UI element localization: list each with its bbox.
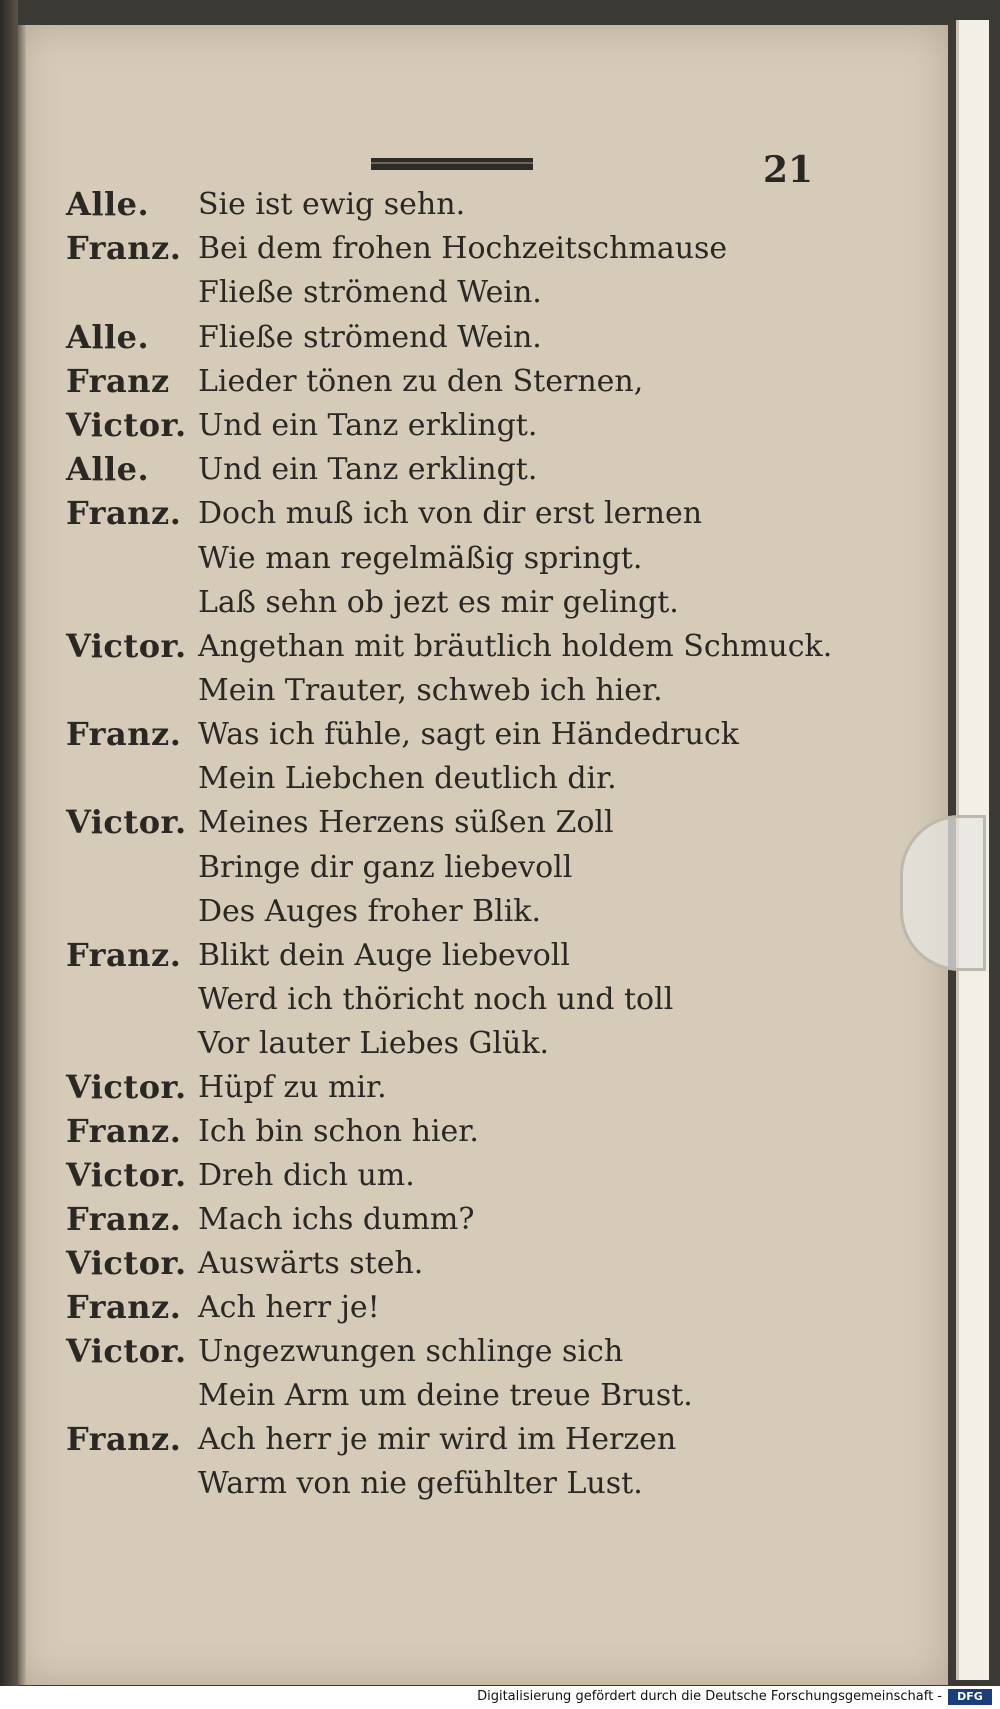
verse-text: Fließe strömend Wein. — [198, 320, 542, 355]
verse-text: Ich bin schon hier. — [198, 1114, 479, 1149]
verse-text: Fließe strömend Wein. — [198, 275, 542, 310]
verse-line — [18, 803, 948, 843]
verse-text: Sie ist ewig sehn. — [198, 187, 466, 222]
speaker-name: Victor. — [66, 627, 187, 665]
verse-text: Des Auges froher Blik. — [198, 894, 542, 929]
verse-text: Mein Arm um deine treue Brust. — [198, 1378, 693, 1413]
verse-line — [18, 715, 948, 755]
verse-line — [18, 539, 948, 579]
verse-line — [18, 494, 948, 534]
verse-text: Mein Trauter, schweb ich hier. — [198, 673, 663, 708]
verse-text: Doch muß ich von dir erst lernen — [198, 496, 703, 531]
speaker-name: Franz. — [66, 1112, 182, 1150]
dfg-logo: DFG — [948, 1689, 992, 1705]
verse-text: Bringe dir ganz liebevoll — [198, 850, 573, 885]
verse-text: Laß sehn ob jezt es mir gelingt. — [198, 585, 679, 620]
verse-line — [18, 1420, 948, 1460]
verse-text: Werd ich thöricht noch und toll — [198, 982, 674, 1017]
verse-text: Ungezwungen schlinge sich — [198, 1334, 624, 1369]
footer-bar — [0, 1686, 1000, 1709]
verse-line — [18, 848, 948, 888]
verse-line — [18, 583, 948, 623]
speaker-name: Franz. — [66, 494, 182, 532]
speaker-name: Alle. — [66, 185, 150, 223]
verse-text: Hüpf zu mir. — [198, 1070, 387, 1105]
verse-text: Wie man regelmäßig springt. — [198, 541, 643, 576]
speaker-name: Alle. — [66, 450, 150, 488]
verse-text: Und ein Tanz erklingt. — [198, 408, 538, 443]
page-number: 21 — [763, 149, 814, 191]
verse-line — [18, 1200, 948, 1240]
verse-line — [18, 759, 948, 799]
verse-line — [18, 892, 948, 932]
verse-line — [18, 671, 948, 711]
speaker-name: Alle. — [66, 318, 150, 356]
page-clip — [900, 815, 986, 971]
verse-line — [18, 229, 948, 269]
verse-line — [18, 980, 948, 1020]
verse-line — [18, 1024, 948, 1064]
verse-line — [18, 318, 948, 358]
verse-line — [18, 1332, 948, 1372]
speaker-name: Victor. — [66, 803, 187, 841]
header-rule — [371, 158, 533, 170]
speaker-name: Franz. — [66, 715, 182, 753]
speaker-name: Franz. — [66, 1420, 182, 1458]
verse-line — [18, 1464, 948, 1504]
verse-text: Ach herr je mir wird im Herzen — [198, 1422, 677, 1457]
speaker-name: Franz. — [66, 1288, 182, 1326]
verse-text: Ach herr je! — [198, 1290, 380, 1325]
verse-text: Auswärts steh. — [198, 1246, 424, 1281]
verse-line — [18, 362, 948, 402]
speaker-name: Franz. — [66, 1200, 182, 1238]
verse-text: Mein Liebchen deutlich dir. — [198, 761, 617, 796]
speaker-name: Franz. — [66, 936, 182, 974]
speaker-name: Victor. — [66, 1068, 187, 1106]
verse-text: Dreh dich um. — [198, 1158, 415, 1193]
verse-line — [18, 273, 948, 313]
verse-text: Mach ichs dumm? — [198, 1202, 475, 1237]
verse-line — [18, 1068, 948, 1108]
footer-credit: Digitalisierung gefördert durch die Deutsche Forschungsgemeinschaft - — [477, 1689, 942, 1704]
verse-line — [18, 936, 948, 976]
verse-line — [18, 1288, 948, 1328]
verse-text: Bei dem frohen Hochzeitschmause — [198, 231, 728, 266]
verse-text: Warm von nie gefühlter Lust. — [198, 1466, 643, 1501]
verse-line — [18, 627, 948, 667]
verse-line — [18, 450, 948, 490]
speaker-name: Victor. — [66, 406, 187, 444]
verse-line — [18, 1112, 948, 1152]
speaker-name: Victor. — [66, 1156, 187, 1194]
verse-line — [18, 406, 948, 446]
verse-line — [18, 1156, 948, 1196]
verse-text: Was ich fühle, sagt ein Händedruck — [198, 717, 739, 752]
speaker-name: Franz — [66, 362, 170, 400]
verse-line — [18, 1376, 948, 1416]
verse-text: Blikt dein Auge liebevoll — [198, 938, 570, 973]
verse-text: Angethan mit bräutlich holdem Schmuck. — [198, 629, 833, 664]
verse-line — [18, 185, 948, 225]
verse-line — [18, 1244, 948, 1284]
verse-text: Vor lauter Liebes Glük. — [198, 1026, 550, 1061]
speaker-name: Franz. — [66, 229, 182, 267]
speaker-name: Victor. — [66, 1244, 187, 1282]
book-page — [18, 25, 948, 1685]
verse-text: Meines Herzens süßen Zoll — [198, 805, 614, 840]
verse-text: Lieder tönen zu den Sternen, — [198, 364, 644, 399]
verse-text: Und ein Tanz erklingt. — [198, 452, 538, 487]
left-page-edge — [0, 0, 18, 1709]
speaker-name: Victor. — [66, 1332, 187, 1370]
